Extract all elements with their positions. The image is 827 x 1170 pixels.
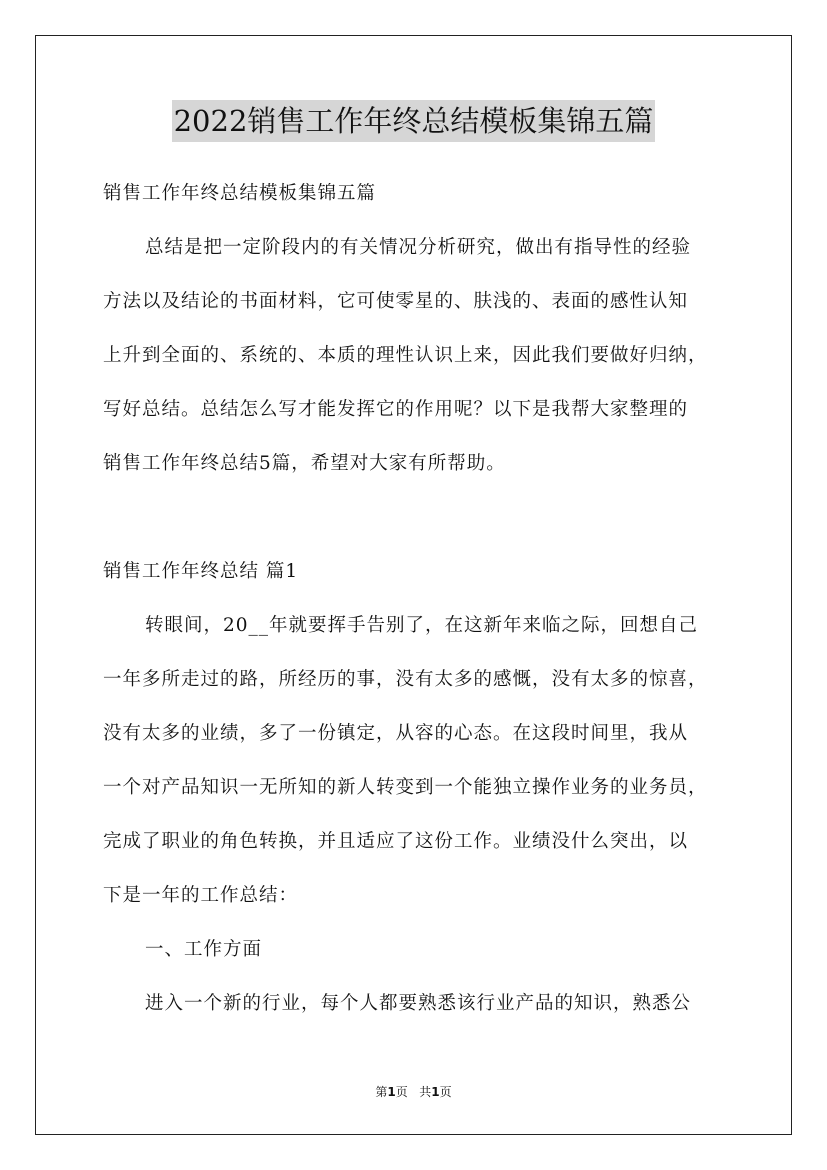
- footer-page-suffix: 页: [395, 1085, 408, 1099]
- footer-page-prefix: 第: [375, 1085, 388, 1099]
- body-line: 一个对产品知识一无所知的新人转变到一个能独立操作业务的业务员，: [103, 777, 708, 798]
- footer-total-number: 1: [431, 1085, 440, 1099]
- intro-line: 总结是把一定阶段内的有关情况分析研究，做出有指导性的经验: [145, 237, 692, 258]
- body-line: 完成了职业的角色转换，并且适应了这份工作。业绩没什么突出，以: [103, 831, 689, 852]
- page-footer: [0, 1083, 827, 1100]
- intro-line: 销售工作年终总结5篇，希望对大家有所帮助。: [103, 453, 506, 474]
- footer-total-prefix: 共: [419, 1085, 432, 1099]
- intro-line: 上升到全面的、系统的、本质的理性认识上来，因此我们要做好归纳，: [103, 345, 708, 366]
- title-wrap: [0, 100, 827, 142]
- body-line: 没有太多的业绩，多了一份镇定，从容的心态。在这段时间里，我从: [103, 723, 689, 744]
- body-line: 进入一个新的行业，每个人都要熟悉该行业产品的知识，熟悉公: [145, 993, 692, 1014]
- intro-line: 方法以及结论的书面材料，它可使零星的、肤浅的、表面的感性认知: [103, 291, 689, 312]
- body-line: 下是一年的工作总结：: [103, 885, 299, 906]
- footer-page-number: 1: [387, 1085, 396, 1099]
- document-subtitle: 销售工作年终总结模板集锦五篇: [103, 183, 377, 204]
- footer-total-suffix: 页: [439, 1085, 452, 1099]
- body-line: 转眼间，20__年就要挥手告别了，在这新年来临之际，回想自己: [145, 615, 699, 636]
- intro-line: 写好总结。总结怎么写才能发挥它的作用呢？以下是我帮大家整理的: [103, 399, 689, 420]
- sub-heading: 一、工作方面: [145, 939, 263, 960]
- body-line: 一年多所走过的路，所经历的事，没有太多的感慨，没有太多的惊喜，: [103, 669, 708, 690]
- section-heading: 销售工作年终总结 篇1: [103, 561, 299, 582]
- document-title: 2022销售工作年终总结模板集锦五篇: [172, 100, 656, 142]
